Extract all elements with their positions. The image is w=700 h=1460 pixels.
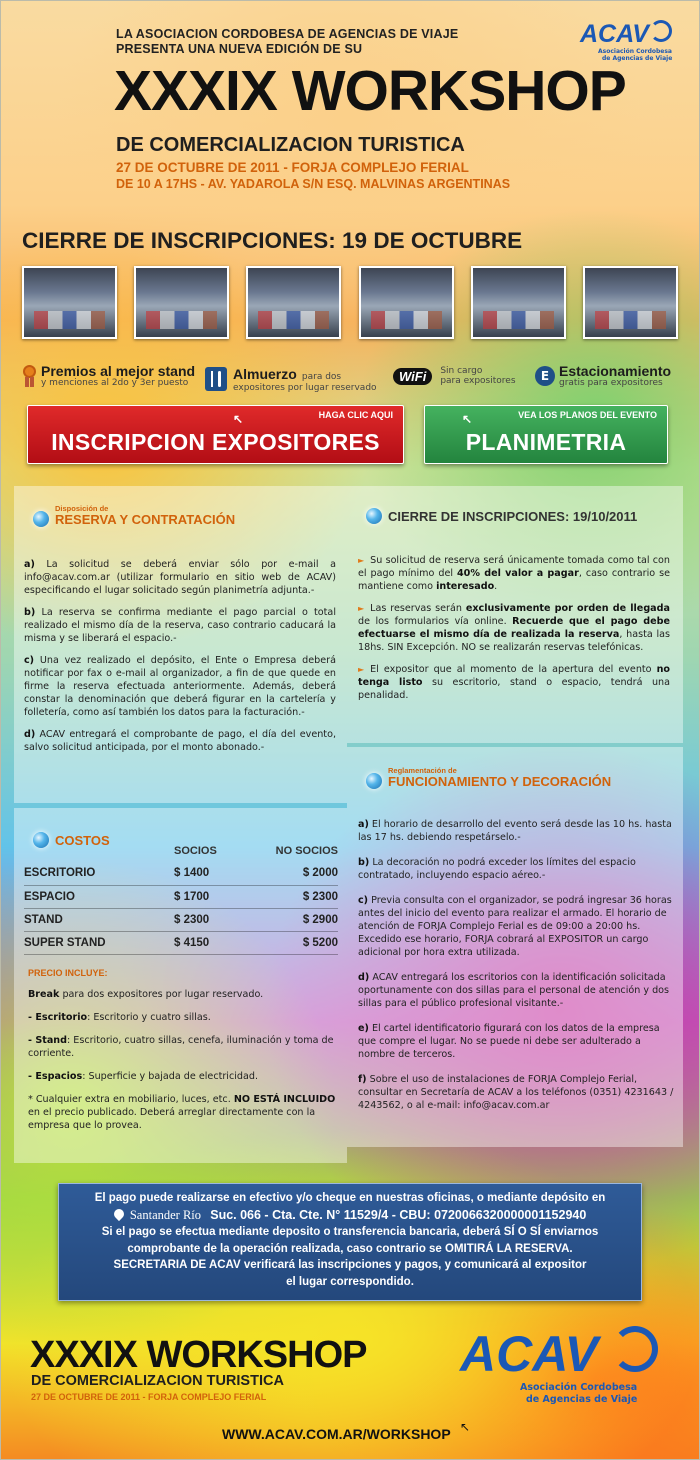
payment-line4: comprobante de la operación realizada, caso contrario se OMITIRÁ LA RESERVA. <box>127 1242 573 1255</box>
payment-line3: Si el pago se efectua mediante deposito o transferencia bancaria, deberá SÍ O SÍ enviarnos <box>101 1226 599 1238</box>
event-photo <box>22 266 117 339</box>
medal-icon <box>22 365 37 387</box>
button-label: INSCRIPCION EXPOSITORES <box>51 429 380 455</box>
event-photo <box>471 266 566 339</box>
cursor-icon: ↖ <box>233 412 244 426</box>
arrow-icon: ► <box>358 556 365 565</box>
incluye-item: - Escritorio: Escritorio y cuatro sillas. <box>28 1012 211 1023</box>
payment-line6: el lugar correspondido. <box>286 1275 414 1288</box>
funcionamiento-item: c) Previa consulta con el organizador, se podrá ingresar 36 horas antes del inicio del evento para realizar el armado. El horario de atención de FORJA Complejo Ferial es de 09:00 a 20:00 hs. Excedido ese horario, FORJA cobrará al EXPOSITOR un cargo adicional por hora extra utilizada. <box>358 895 672 958</box>
cierre-body <box>358 554 670 711</box>
table-row: ESPACIO $ 1700 $ 2300 <box>24 885 338 908</box>
funcionamiento-item: a) El horario de desarrollo del evento será desde las 10 hs. hasta las 17 hs. debiendo respetárselo.- <box>358 819 672 843</box>
incluye-item: - Espacios: Superficie y bajada de electricidad. <box>28 1071 259 1082</box>
feature-sub: para expositores <box>440 376 516 386</box>
cutlery-icon <box>205 367 227 391</box>
section-title: COSTOS <box>55 833 110 848</box>
globe-icon <box>612 1326 658 1372</box>
funcionamiento-heading <box>366 767 611 789</box>
cursor-icon: ↖ <box>460 1420 471 1434</box>
table-row: ESCRITORIO $ 1400 $ 2000 <box>24 862 338 885</box>
header-subtitle: DE COMERCIALIZACION TURISTICA <box>116 134 465 156</box>
footer-subtitle: DE COMERCIALIZACION TURISTICA <box>31 1373 284 1389</box>
header-title: XXXIX WORKSHOP <box>114 59 626 123</box>
button-tag: HAGA CLIC AQUI <box>318 410 393 420</box>
cierre-item: ► Las reservas serán exclusivamente por orden de llegada de los formularios vía online. Recuerde que el pago debe efectuarse el mismo día de realizada la reserva, hasta las 18hs. SIN Excepción. NO se realizarán reservas telefónicas. <box>358 603 671 653</box>
feature-title: Premios al mejor stand <box>41 363 196 379</box>
funcionamiento-item: e) El cartel identificatorio figurará con los datos de la empresa que compre el lugar. No se puede ni debe ser adulterado a nombre de terceros. <box>358 1023 660 1060</box>
incluye-note: * Cualquier extra en mobiliario, luces, etc. NO ESTÁ INCLUIDO en el precio publicado. Deberá arreglar directamente con la empresa que lo provea. <box>28 1094 336 1131</box>
header-hours: DE 10 A 17HS - AV. YADAROLA S/N ESQ. MALVINAS ARGENTINAS <box>116 177 511 191</box>
acav-logo <box>580 18 685 64</box>
inscripcion-button[interactable] <box>27 405 404 464</box>
footer-url-link[interactable]: WWW.ACAV.COM.AR/WORKSHOP <box>222 1426 451 1442</box>
header-line1: LA ASOCIACION CORDOBESA DE AGENCIAS DE VIAJE <box>116 27 459 41</box>
button-label: PLANIMETRIA <box>465 429 627 455</box>
funcionamiento-item: d) ACAV entregará los escritorios con la identificación solicitada oportunamente con dos sillas para el personal de atención y dos sillas para el público profesional visitante.- <box>358 972 670 1009</box>
globe-icon <box>650 20 672 42</box>
logo-text: ACAV <box>580 20 649 48</box>
header-date: 27 DE OCTUBRE DE 2011 - FORJA COMPLEJO FERIAL <box>116 160 469 175</box>
button-tag: VEA LOS PLANOS DEL EVENTO <box>518 410 657 420</box>
cierre-item: ► El expositor que al momento de la apertura del evento no tenga listo su escritorio, stand o espacio, tendrá una penalidad. <box>358 664 670 701</box>
bullet-icon <box>366 773 382 789</box>
reserva-item: c) Una vez realizado el depósito, el Ente o Empresa deberá notificar por fax o e-mail al organizador, a fin de que quede en firme la reserva efectuada anteriormente. Además, deberá constar la denominación que deberá figurar en la cartelería y folletería, como así también los datos para la facturación.- <box>24 655 336 718</box>
table-row: SUPER STAND $ 4150 $ 5200 <box>24 931 338 954</box>
col-no-socios: NO SOCIOS <box>275 845 338 857</box>
cierre-item: ► Su solicitud de reserva será únicamente tomada como tal con el pago mínimo del 40% del valor a pagar, caso contrario se mantiene como interesado. <box>358 555 671 592</box>
incluye-body <box>28 988 336 1141</box>
feature-estacionamiento <box>535 364 671 388</box>
logo-tagline1: Asociación Cordobesa <box>598 48 672 55</box>
logo-tagline2: de Agencias de Viaje <box>526 1394 638 1405</box>
reserva-item: b) La reserva se confirma mediante el pago parcial o total realizado el mismo día de la reserva, caso contrario caducará la misma y se liberará el espacio.- <box>24 607 336 644</box>
header-line2: PRESENTA UNA NUEVA EDICIÓN DE SU <box>116 42 363 56</box>
feature-sub: gratis para expositores <box>559 378 663 388</box>
bank-name: Santander Río <box>129 1207 202 1222</box>
incluye-item: - Stand: Escritorio, cuatro sillas, cenefa, iluminación y toma de corriente. <box>28 1035 334 1059</box>
bullet-icon <box>366 508 382 524</box>
wifi-icon: WiFi <box>393 368 432 385</box>
funcionamiento-item: f) Sobre el uso de instalaciones de FORJA Complejo Ferial, consultar en Secretaría de ACAV a los teléfonos (0351) 4231643 / 4243562, o al e-mail: info@acav.com.ar <box>358 1074 674 1111</box>
planimetria-button[interactable] <box>424 405 668 464</box>
footer-acav-logo <box>460 1322 680 1412</box>
section-title: RESERVA Y CONTRATACIÓN <box>55 512 236 527</box>
cierre-heading <box>366 508 637 524</box>
event-photo <box>583 266 678 339</box>
flame-icon <box>112 1206 126 1220</box>
costos-table <box>24 840 338 955</box>
photo-strip <box>22 266 678 339</box>
feature-title: Sin cargo <box>440 366 483 376</box>
section-title-small: Disposición de <box>55 504 109 513</box>
feature-title: Almuerzo <box>233 366 297 382</box>
feature-premios <box>22 364 195 388</box>
payment-line1: El pago puede realizarse en efectivo y/o cheque en nuestras oficinas, o mediante depósito en <box>94 1192 606 1204</box>
table-row: STAND $ 2300 $ 2900 <box>24 908 338 931</box>
cursor-icon: ↖ <box>462 412 473 426</box>
feature-sub: expositores por lugar reservado <box>233 383 377 393</box>
feature-sub: y menciones al 2do y 3er puesto <box>41 378 189 388</box>
arrow-icon: ► <box>358 604 365 613</box>
logo-tagline2: de Agencias de Viaje <box>602 55 673 62</box>
section-title: CIERRE DE INSCRIPCIONES: 19/10/2011 <box>388 509 638 524</box>
reserva-body <box>24 558 336 763</box>
col-socios: SOCIOS <box>174 845 217 857</box>
reserva-heading <box>33 505 235 527</box>
incluye-title: PRECIO INCLUYE: <box>28 968 108 978</box>
feature-title-sub: para dos <box>301 372 342 382</box>
footer-title: XXXIX WORKSHOP <box>30 1334 367 1376</box>
section-title: FUNCIONAMIENTO Y DECORACIÓN <box>388 774 612 789</box>
deadline-banner: CIERRE DE INSCRIPCIONES: 19 DE OCTUBRE <box>22 228 523 253</box>
parking-icon: E <box>535 366 555 386</box>
event-photo <box>134 266 229 339</box>
payment-bank-line <box>59 1207 641 1225</box>
payment-box <box>58 1183 642 1301</box>
payment-line5: SECRETARIA DE ACAV verificará las inscripciones y pagos, y comunicará al expositor <box>113 1259 587 1271</box>
reserva-item: d) ACAV entregará el comprobante de pago, el día del evento, salvo solicitud anticipada, por el monto abonado.- <box>24 729 336 753</box>
arrow-icon: ► <box>358 665 365 674</box>
feature-almuerzo <box>205 364 377 393</box>
incluye-item: Break para dos expositores por lugar reservado. <box>28 989 264 1000</box>
logo-text: ACAV <box>460 1326 598 1382</box>
funcionamiento-body <box>358 818 674 1121</box>
event-photo <box>246 266 341 339</box>
bullet-icon <box>33 511 49 527</box>
reserva-item: a) La solicitud se deberá enviar sólo por e-mail a info@acav.com.ar (utilizar formulario en sitio web de ACAV) especificando el lugar solicitado según planimetría adjunta.- <box>24 559 336 596</box>
feature-title: Estacionamiento <box>559 363 672 379</box>
bank-account: Suc. 066 - Cta. Cte. N° 11529/4 - CBU: 0720066320000001152940 <box>210 1207 587 1222</box>
section-title-small: Reglamentación de <box>388 766 457 775</box>
footer-date: 27 DE OCTUBRE DE 2011 - FORJA COMPLEJO FERIAL <box>31 1392 267 1402</box>
logo-tagline1: Asociación Cordobesa <box>520 1382 638 1393</box>
feature-wifi <box>393 366 516 386</box>
funcionamiento-item: b) La decoración no podrá exceder los límites del espacio contratado, incluyendo espacio aéreo.- <box>358 857 636 881</box>
event-photo <box>359 266 454 339</box>
